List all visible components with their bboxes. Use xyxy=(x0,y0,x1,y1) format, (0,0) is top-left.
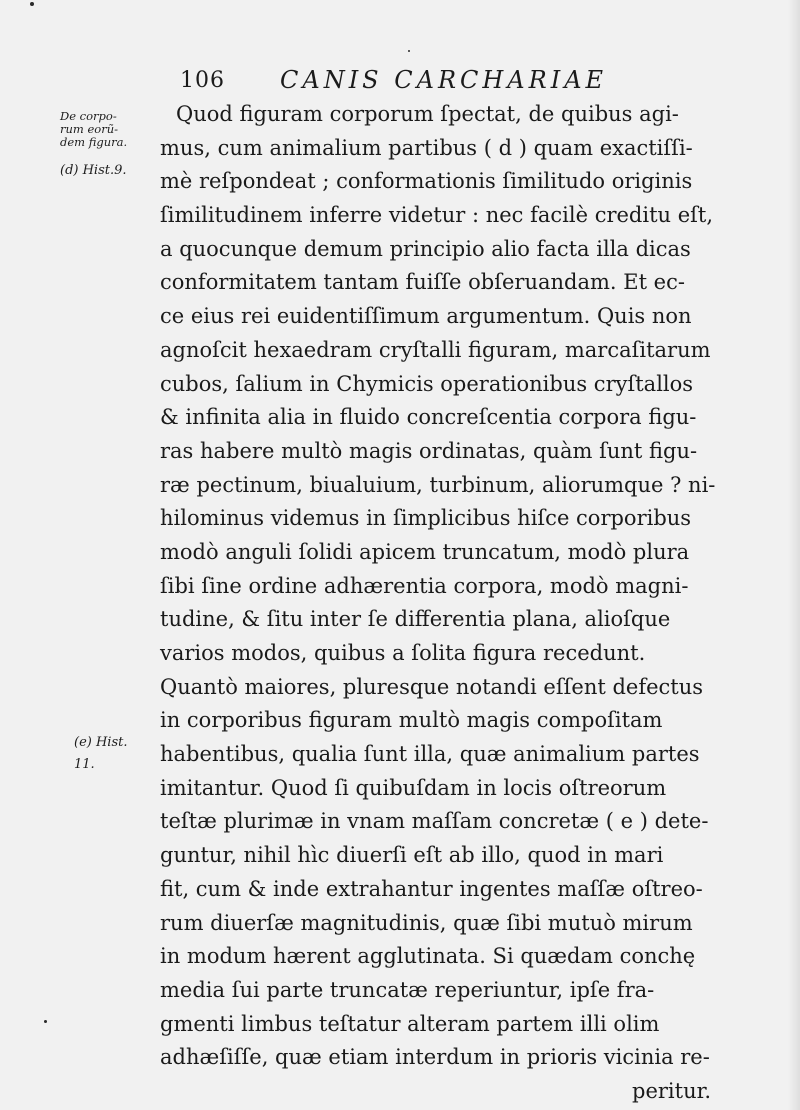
margin-note-figure: De corpo- rum eorũ- dem figura. xyxy=(60,109,128,149)
text-line: peritur. xyxy=(632,1078,711,1103)
ink-speck xyxy=(408,50,410,52)
page-number: 106 xyxy=(180,68,225,93)
text-line: varios modos, quibus a ſolita figura recedunt. xyxy=(160,641,646,665)
text-line: agnoſcit hexaedram cryſtalli figuram, marcaſitarum xyxy=(160,337,711,362)
text-line: guntur, nihil hìc diuerſi eſt ab illo, quod in mari xyxy=(160,843,664,868)
text-line: cubos, ſalium in Chymicis operationibus cryſtallos xyxy=(160,371,694,396)
text-line: ras habere multò magis ordinatas, quàm ſunt figu- xyxy=(160,438,698,463)
text-line: Quantò maiores, pluresque notandi eſſent defectus xyxy=(160,674,704,699)
text-line: imitantur. Quod ſi quibuſdam in locis oſtreorum xyxy=(160,775,667,800)
text-line: Quod figuram corporum ſpectat, de quibus agi- xyxy=(176,102,679,126)
text-line: media ſui parte truncatæ reperiuntur, ipſe fra- xyxy=(160,977,655,1002)
ink-speck xyxy=(30,2,34,6)
text-line: a quocunque demum principio alio facta illa dicas xyxy=(160,236,691,261)
text-line: hilominus videmus in ſimplicibus hiſce corporibus xyxy=(160,506,692,531)
text-line: ræ pectinum, biualuium, turbinum, aliorumque ? ni- xyxy=(160,472,716,497)
text-line: rum diuerſæ magnitudinis, quæ ſibi mutuò mirum xyxy=(160,910,693,935)
margin-note-footnote-d: (d) Hist.9. xyxy=(60,163,127,178)
margin-note-footnote-e: (e) Hist. 11. xyxy=(74,735,128,772)
text-line: & infinita alia in fluido concreſcentia corpora figu- xyxy=(160,405,697,430)
text-line: gmenti limbus teſtatur alteram partem illi olim xyxy=(160,1011,660,1036)
running-head: CANIS CARCHARIAE xyxy=(280,66,608,94)
page-edge-shadow xyxy=(788,0,800,1110)
text-line: in corporibus figuram multò magis compoſitam xyxy=(160,708,663,733)
text-line: ſimilitudinem inferre videtur : nec facilè creditu eſt, xyxy=(160,203,714,228)
text-line: mus, cum animalium partibus ( d ) quam exactiſſi- xyxy=(160,135,693,160)
text-line: ſibi ſine ordine adhærentia corpora, modò magni- xyxy=(160,573,689,598)
text-line: teſtæ plurimæ in vnam maſſam concretæ ( e ) dete- xyxy=(160,809,709,834)
text-line: modò anguli ſolidi apicem truncatum, modò plura xyxy=(160,539,690,564)
text-line: conformitatem tantam fuiſſe obſeruandam. Et ec- xyxy=(160,270,685,295)
text-line: tudine, & ſitu inter ſe differentia plana, alioſque xyxy=(160,607,671,632)
text-line: ce eius rei euidentiſſimum argumentum. Quis non xyxy=(160,304,692,329)
text-line: in modum hærent agglutinata. Si quædam conchę xyxy=(160,944,696,969)
page-header xyxy=(180,64,680,98)
body-text xyxy=(160,98,760,1109)
text-line: adhæſiſſe, quæ etiam interdum in prioris vicinia re- xyxy=(160,1045,710,1070)
text-line: fit, cum & inde extrahantur ingentes maſſæ oſtreo- xyxy=(160,876,703,901)
ink-speck xyxy=(44,1020,47,1023)
text-line: mè reſpondeat ; conformationis ſimilitudo originis xyxy=(160,169,693,194)
text-line: habentibus, qualia ſunt illa, quæ animalium partes xyxy=(160,742,700,767)
